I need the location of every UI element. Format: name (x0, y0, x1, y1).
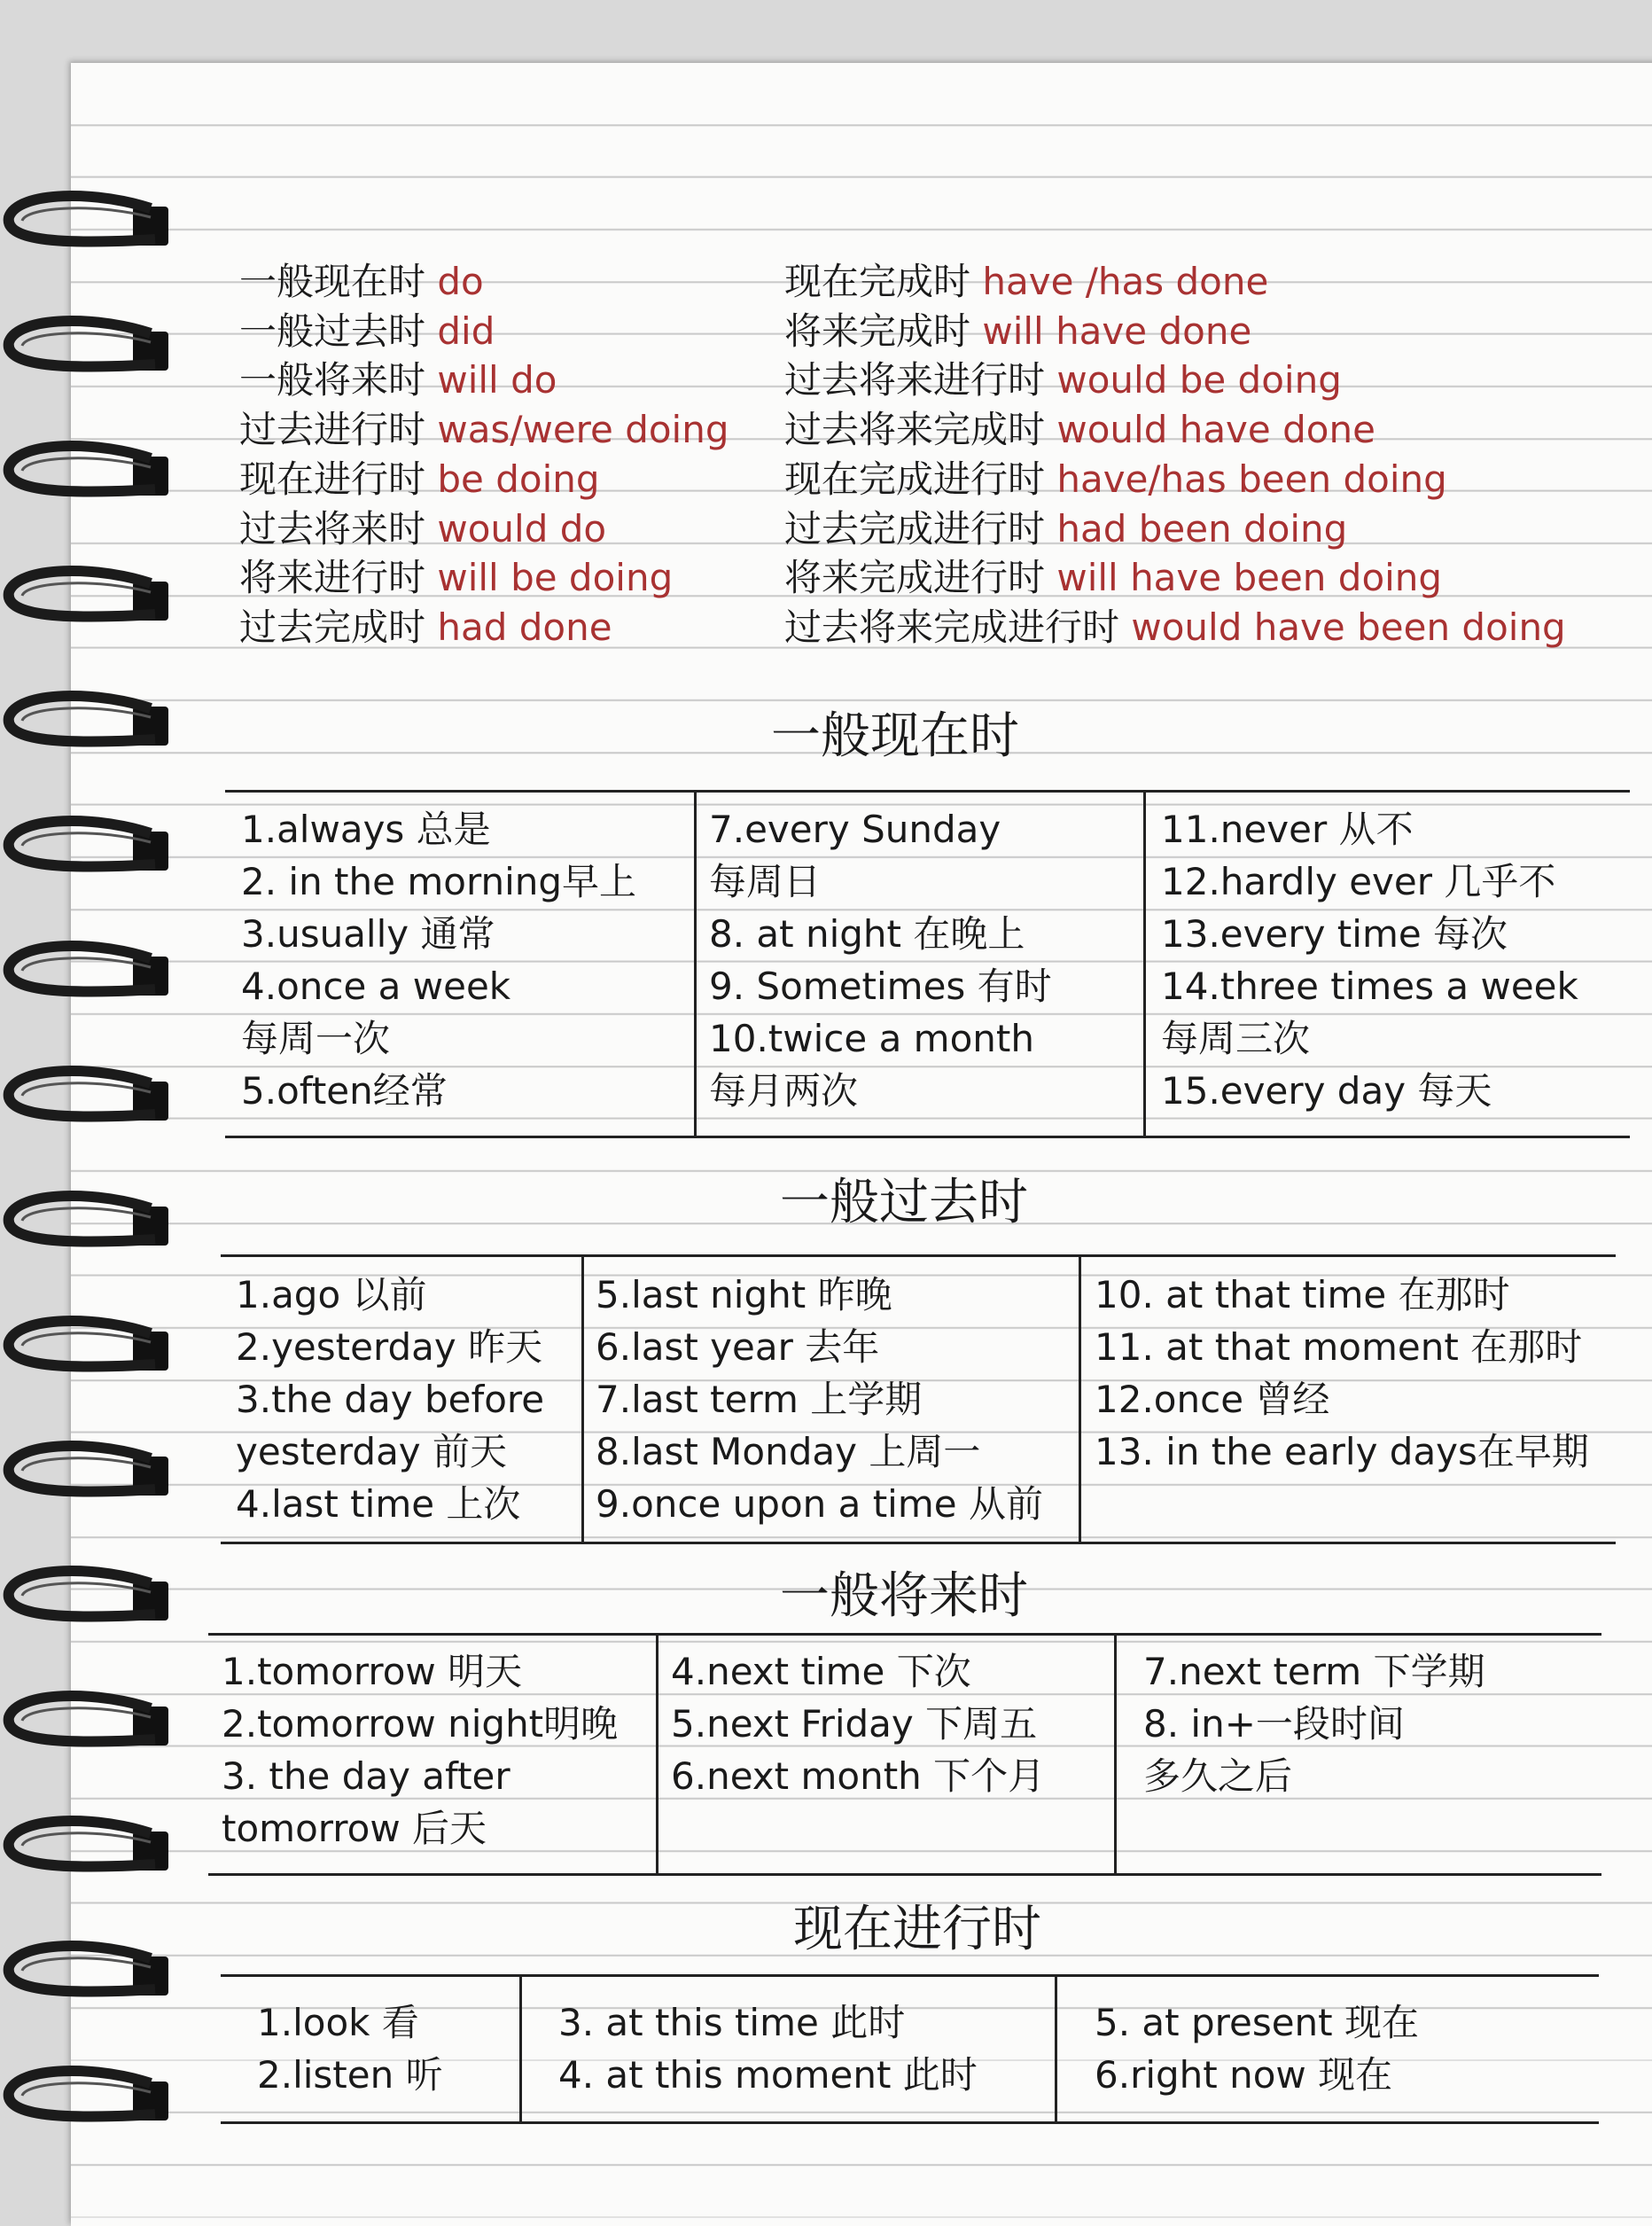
overview-row (239, 259, 484, 305)
tense-name: 现在完成进行时 (784, 457, 1057, 501)
table-top-border (225, 790, 1630, 793)
vocab-item: 每月两次 (709, 1069, 859, 1113)
vocab-item: 3.the day before (236, 1378, 545, 1421)
vocab-item: 6.next month 下个月 (671, 1754, 1046, 1798)
vocab-item: 4.next time 下次 (671, 1650, 971, 1693)
vocab-item: 6.right now 现在 (1095, 2053, 1393, 2097)
tense-name: 过去将来完成时 (784, 408, 1057, 452)
vocab-item: 12.once 曾经 (1095, 1378, 1330, 1421)
vocab-item: 8. in+一段时间 (1143, 1702, 1405, 1746)
vocab-item: 4. at this moment 此时 (558, 2053, 978, 2097)
spiral-ring-icon (0, 1066, 177, 1135)
overview-row (239, 457, 600, 503)
tense-name: 将来进行时 (239, 556, 438, 600)
vocab-item: 7.next term 下学期 (1143, 1650, 1485, 1693)
tense-name: 过去将来进行时 (784, 358, 1057, 402)
vocab-item: 8. at night 在晚上 (709, 912, 1025, 956)
vocab-item: 2.tomorrow night明晚 (222, 1702, 619, 1746)
tense-name: 一般过去时 (239, 309, 438, 353)
section-title: 一般现在时 (771, 707, 1019, 765)
overview-row (239, 357, 557, 403)
overview-row (239, 555, 673, 601)
vocab-item: 13.every time 每次 (1161, 912, 1508, 956)
vocab-item: 5.last night 昨晚 (596, 1273, 892, 1316)
vocab-item: 3. at this time 此时 (558, 2001, 906, 2044)
spiral-ring-icon (0, 1441, 177, 1510)
column-divider (519, 1974, 522, 2121)
section-title: 现在进行时 (793, 1901, 1041, 1958)
vocab-item: 7.last term 上学期 (596, 1378, 923, 1421)
vocab-item: 每周三次 (1161, 1017, 1311, 1060)
tense-name: 过去完成时 (239, 605, 438, 649)
vocab-item: 3. the day after (222, 1754, 510, 1798)
section-title: 一般将来时 (780, 1567, 1028, 1625)
vocab-item: yesterday 前天 (236, 1430, 508, 1473)
spiral-ring-icon (0, 816, 177, 885)
vocab-item: 5.next Friday 下周五 (671, 1702, 1038, 1746)
tense-name: 将来完成时 (784, 309, 983, 353)
tense-name: 过去将来时 (239, 506, 438, 551)
overview-row (784, 259, 1268, 305)
column-divider (656, 1633, 658, 1873)
vocab-item: 9.once upon a time 从前 (596, 1482, 1043, 1526)
tense-name: 将来完成进行时 (784, 556, 1057, 600)
section-title: 一般过去时 (780, 1174, 1028, 1231)
spiral-ring-icon (0, 316, 177, 385)
vocab-item: 14.three times a week (1161, 965, 1578, 1008)
spiral-ring-icon (0, 1691, 177, 1760)
vocab-item: 多久之后 (1143, 1754, 1293, 1798)
tense-form: was/were doing (437, 408, 729, 452)
tense-form: would have been doing (1131, 605, 1566, 649)
vocab-item: 5.often经常 (241, 1069, 448, 1113)
column-divider (581, 1254, 584, 1542)
vocab-item: 4.once a week (241, 965, 511, 1008)
vocab-item: 9. Sometimes 有时 (709, 965, 1052, 1008)
table-bottom-border (221, 1542, 1616, 1544)
tense-form: will have done (982, 309, 1252, 353)
overview-row (239, 309, 495, 355)
tense-name: 一般现在时 (239, 260, 438, 303)
tense-form: would be doing (1056, 358, 1342, 402)
spiral-ring-icon (0, 941, 177, 1010)
overview-row (784, 506, 1347, 552)
overview-row (239, 605, 612, 651)
vocab-item: 2.listen 听 (257, 2053, 443, 2097)
table-bottom-border (208, 1873, 1601, 1876)
vocab-item: 2.yesterday 昨天 (236, 1325, 543, 1369)
vocab-item: 1.ago 以前 (236, 1273, 427, 1316)
spiral-ring-icon (0, 1566, 177, 1635)
vocab-item: 12.hardly ever 几乎不 (1161, 860, 1556, 903)
vocab-item: 13. in the early days在早期 (1095, 1430, 1589, 1473)
tense-name: 现在完成时 (784, 260, 983, 303)
tense-form: will have been doing (1056, 556, 1443, 600)
overview-row (784, 407, 1375, 453)
spiral-ring-icon (0, 1941, 177, 2010)
overview-row (784, 555, 1442, 601)
table-top-border (221, 1974, 1599, 1977)
tense-form: do (437, 260, 484, 303)
spiral-ring-icon (0, 1191, 177, 1260)
vocab-item: 3.usually 通常 (241, 912, 495, 956)
table-bottom-border (225, 1136, 1630, 1138)
vocab-item: tomorrow 后天 (222, 1807, 487, 1850)
vocab-item: 11. at that moment 在那时 (1095, 1325, 1583, 1369)
vocab-item: 7.every Sunday (709, 808, 1001, 851)
tense-name: 过去将来完成进行时 (784, 605, 1132, 649)
overview-row (784, 605, 1566, 651)
table-top-border (208, 1633, 1601, 1636)
vocab-item: 每周日 (709, 860, 822, 903)
spiral-ring-icon (0, 2066, 177, 2135)
column-divider (1143, 790, 1146, 1136)
tense-form: will be doing (437, 556, 674, 600)
tense-form: did (437, 309, 495, 353)
tense-form: have/has been doing (1056, 457, 1447, 501)
vocab-item: 15.every day 每天 (1161, 1069, 1492, 1113)
vocab-item: 1.tomorrow 明天 (222, 1650, 523, 1693)
vocab-item: 每周一次 (241, 1017, 391, 1060)
table-bottom-border (221, 2121, 1599, 2124)
spiral-ring-icon (0, 191, 177, 260)
vocab-item: 8.last Monday 上周一 (596, 1430, 981, 1473)
vocab-item: 11.never 从不 (1161, 808, 1414, 851)
spiral-ring-icon (0, 691, 177, 760)
vocab-item: 4.last time 上次 (236, 1482, 521, 1526)
tense-form: would do (437, 506, 607, 551)
tense-name: 一般将来时 (239, 358, 438, 402)
tense-name: 过去完成进行时 (784, 506, 1057, 551)
tense-form: will do (437, 358, 557, 402)
overview-row (784, 457, 1447, 503)
spiral-ring-icon (0, 1316, 177, 1385)
tense-form: had done (437, 605, 612, 649)
table-top-border (221, 1254, 1616, 1257)
tense-form: have /has done (982, 260, 1269, 303)
column-divider (1055, 1974, 1057, 2121)
vocab-item: 10. at that time 在那时 (1095, 1273, 1510, 1316)
vocab-item: 1.look 看 (257, 2001, 419, 2044)
overview-row (784, 309, 1251, 355)
spiral-ring-icon (0, 441, 177, 510)
vocab-item: 6.last year 去年 (596, 1325, 880, 1369)
tense-form: would have done (1056, 408, 1375, 452)
spiral-ring-icon (0, 1816, 177, 1885)
column-divider (694, 790, 697, 1136)
overview-row (239, 506, 606, 552)
vocab-item: 5. at present 现在 (1095, 2001, 1419, 2044)
vocab-item: 1.always 总是 (241, 808, 491, 851)
column-divider (1079, 1254, 1081, 1542)
spiral-ring-icon (0, 566, 177, 635)
overview-row (784, 357, 1342, 403)
vocab-item: 10.twice a month (709, 1017, 1034, 1060)
tense-name: 现在进行时 (239, 457, 438, 501)
column-divider (1114, 1633, 1117, 1873)
tense-name: 过去进行时 (239, 408, 438, 452)
tense-form: had been doing (1056, 506, 1348, 551)
vocab-item: 2. in the morning早上 (241, 860, 637, 903)
overview-row (239, 407, 729, 453)
tense-form: be doing (437, 457, 600, 501)
